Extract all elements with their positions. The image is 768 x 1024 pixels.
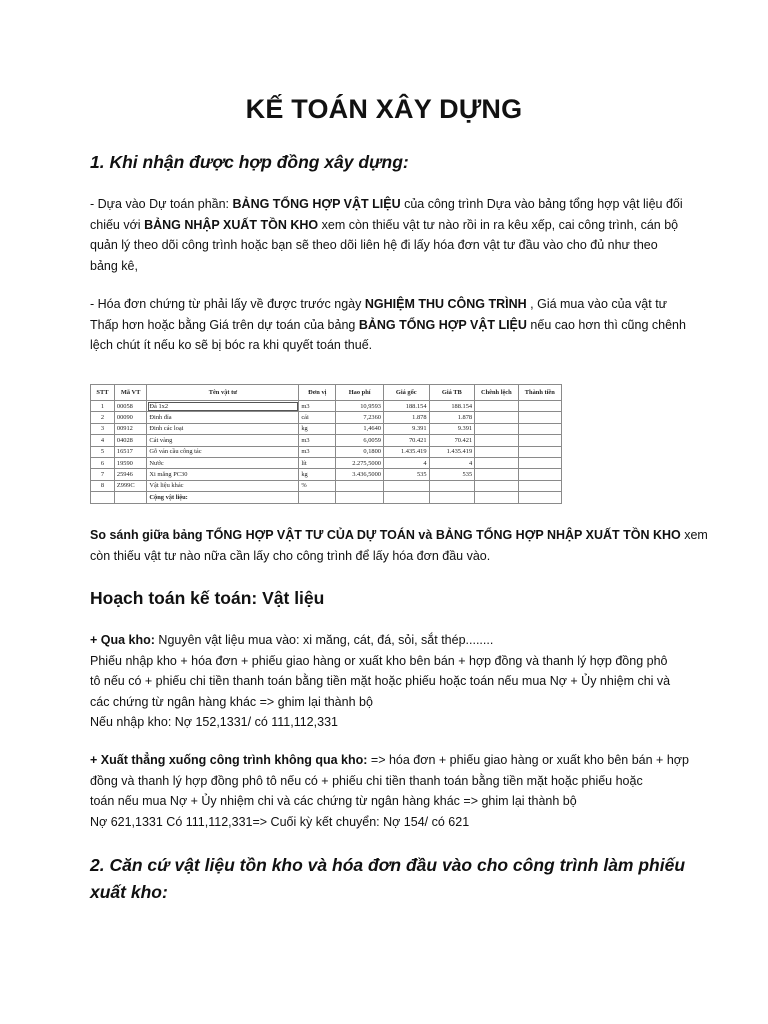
text-run: xem còn thiếu vật tư nào rồi in ra kêu xếp, cai công trình, cán bộ	[318, 217, 679, 232]
section-heading-accounting: Hoạch toán kế toán: Vật liệu	[90, 588, 325, 608]
text-run: - Hóa đơn chứng từ phải lấy về được trước ngày	[90, 297, 365, 311]
materials-table	[90, 384, 562, 504]
text-run: còn thiếu vật tư nào nữa cần lấy cho công trình để lấy hóa đơn đầu vào.	[90, 548, 491, 563]
table-cell: Vật liệu khác	[147, 480, 299, 491]
text-line	[90, 315, 686, 336]
section-heading-warehouse-line1: 2. Căn cứ vật liệu tồn kho và hóa đơn đầu vào cho công trình làm phiếu	[90, 855, 686, 875]
table-cell: 00058	[114, 401, 147, 412]
text-line	[90, 771, 686, 792]
text-line	[90, 546, 686, 567]
table-row	[91, 480, 562, 491]
bold-term: NGHIỆM THU CÔNG TRÌNH	[364, 297, 527, 311]
table-cell: 00912	[114, 423, 147, 434]
text-run: quản lý theo dõi công trình hoặc bạn sẽ theo dõi liên hệ đi lấy hóa đơn vật tư đầu vào cho đủ như theo	[90, 238, 658, 252]
table-cell: 10,9593	[336, 401, 384, 412]
table-cell: 1.878	[383, 412, 429, 423]
table-header-cell: Chênh lệch	[475, 385, 518, 401]
table-cell: kg	[299, 469, 336, 480]
table-row	[91, 423, 562, 434]
text-run: Nợ 621,1331 Có 111,112,331=> Cuối kỳ kết chuyển: Nợ 154/ có 621	[90, 814, 470, 829]
table-cell: m3	[299, 401, 336, 412]
table-cell	[475, 480, 518, 491]
table-header-cell: Tên vật tư	[147, 385, 299, 401]
table-cell: 70.421	[383, 435, 429, 446]
table-cell: 4	[383, 457, 429, 468]
text-run: nếu cao hơn thì cũng chênh	[526, 317, 686, 332]
bold-term: + Xuất thẳng xuống công trình không qua kho:	[90, 753, 368, 767]
bold-term: BẢNG TỔNG HỢP VẬT LIỆU	[232, 197, 401, 211]
table-cell: lít	[299, 457, 336, 468]
table-cell	[518, 457, 561, 468]
text-line	[90, 215, 686, 236]
table-cell: 7,2360	[336, 412, 384, 423]
table-header-cell: Mã VT	[114, 385, 147, 401]
table-header-cell: Hao phí	[336, 385, 384, 401]
text-run: , Giá mua vào của vật tư	[526, 297, 668, 311]
text-line	[90, 256, 686, 277]
table-cell: 00090	[114, 412, 147, 423]
text-line	[90, 525, 708, 546]
text-run: của công trình Dựa vào bảng tổng hợp vật liệu đối	[400, 197, 683, 211]
table-cell	[518, 480, 561, 491]
bold-term: BẢNG NHẬP XUẤT TỒN KHO	[144, 217, 319, 232]
table-cell: 1,4640	[336, 423, 384, 434]
materials-table-image	[90, 384, 562, 501]
text-run: Phiếu nhập kho + hóa đơn + phiếu giao hàng or xuất kho bên bán + hợp đồng và thanh lý hợp đồng phô	[90, 653, 668, 668]
table-cell	[336, 480, 384, 491]
text-run: chiếu với	[90, 217, 145, 232]
table-cell	[475, 423, 518, 434]
text-line	[90, 812, 686, 833]
document-title: KẾ TOÁN XÂY DỰNG	[245, 94, 523, 124]
table-cell: 8	[91, 480, 115, 491]
table-cell	[299, 492, 336, 503]
section-heading-contract: 1. Khi nhận được hợp đồng xây dựng:	[90, 152, 409, 172]
text-line	[90, 671, 686, 692]
table-cell: Đinh đỉa	[147, 412, 299, 423]
table-cell	[518, 446, 561, 457]
table-cell: 16517	[114, 446, 147, 457]
table-cell: 535	[383, 469, 429, 480]
bold-term: So sánh giữa bảng TỔNG HỢP VẬT TƯ CỦA DỰ TOÁN và BẢNG TỔNG HỢP NHẬP XUẤT TỒN KHO	[90, 528, 681, 542]
table-cell: 1	[91, 401, 115, 412]
text-run: các chứng từ ngân hàng khác => ghim lại thành bộ	[90, 694, 373, 709]
paragraph-estimate	[90, 194, 686, 276]
table-header-cell: STT	[91, 385, 115, 401]
table-cell	[518, 435, 561, 446]
table-header-cell: Giá TB	[429, 385, 475, 401]
text-line	[90, 791, 686, 812]
table-cell: 5	[91, 446, 115, 457]
table-cell: Đá 1x2	[147, 401, 299, 412]
text-line	[90, 692, 686, 713]
table-cell	[475, 446, 518, 457]
table-cell: 04028	[114, 435, 147, 446]
table-cell: 1.878	[429, 412, 475, 423]
table-cell: Cát vàng	[147, 435, 299, 446]
text-line	[90, 194, 686, 215]
table-header-cell: Đơn vị	[299, 385, 336, 401]
table-cell: 25946	[114, 469, 147, 480]
table-cell	[336, 492, 384, 503]
table-cell: Z999C	[114, 480, 147, 491]
text-line	[90, 235, 686, 256]
table-cell	[475, 412, 518, 423]
bold-term: + Qua kho:	[90, 633, 155, 647]
table-cell: 188.154	[383, 401, 429, 412]
table-cell: 0,1800	[336, 446, 384, 457]
text-line	[90, 750, 689, 771]
table-cell: 3	[91, 423, 115, 434]
table-cell	[475, 492, 518, 503]
text-line	[90, 335, 686, 356]
table-cell: Nước	[147, 457, 299, 468]
table-cell: 6,0059	[336, 435, 384, 446]
table-cell: Xi măng PC30	[147, 469, 299, 480]
table-cell: m3	[299, 446, 336, 457]
table-cell	[518, 401, 561, 412]
table-cell: 2	[91, 412, 115, 423]
table-cell	[383, 480, 429, 491]
table-cell	[429, 492, 475, 503]
text-run: - Dựa vào Dự toán phần:	[90, 197, 233, 211]
paragraph-compare	[90, 525, 708, 566]
table-header-row	[91, 385, 562, 401]
table-cell: 7	[91, 469, 115, 480]
text-run: Thấp hơn hoặc bằng Giá trên dự toán của bảng	[90, 317, 359, 332]
table-row	[91, 401, 562, 412]
table-cell: 188.154	[429, 401, 475, 412]
table-cell	[518, 423, 561, 434]
text-run: => hóa đơn + phiếu giao hàng or xuất kho bên bán + hợp	[367, 753, 689, 767]
table-row	[91, 457, 562, 468]
table-cell: %	[299, 480, 336, 491]
table-cell: 1.435.419	[429, 446, 475, 457]
text-run: đồng và thanh lý hợp đồng phô tô nếu có + phiếu chi tiền thanh toán bằng tiền mặt hoặc phiếu hoặc	[90, 773, 643, 788]
table-cell: 4	[429, 457, 475, 468]
table-cell	[383, 492, 429, 503]
table-cell	[475, 435, 518, 446]
table-cell: 9.391	[383, 423, 429, 434]
bold-term: BẢNG TỔNG HỢP VẬT LIỆU	[358, 317, 527, 332]
table-header-cell: Giá gốc	[383, 385, 429, 401]
text-run: tô nếu có + phiếu chi tiền thanh toán bằng tiền mặt hoặc phiếu hoặc toán nếu mua Nợ + Ủy nhiệm chi và	[90, 674, 671, 688]
text-line	[90, 294, 686, 315]
table-cell	[475, 457, 518, 468]
text-run: xem	[680, 528, 708, 542]
text-run: toán nếu mua Nợ + Ủy nhiệm chi và các chứng từ ngân hàng khác => ghim lại thành bộ	[90, 794, 577, 808]
paragraph-invoice	[90, 294, 686, 356]
table-cell: 19590	[114, 457, 147, 468]
text-run: Nếu nhập kho: Nợ 152,1331/ có 111,112,331	[90, 715, 338, 729]
table-cell: Gỗ ván cầu công tác	[147, 446, 299, 457]
table-header-cell: Thành tiền	[518, 385, 561, 401]
text-run: lệch chút ít nếu ko sẽ bị bóc ra khi quyết toán thuế.	[90, 338, 373, 352]
table-cell	[91, 492, 115, 503]
table-cell	[518, 469, 561, 480]
table-cell: 9.391	[429, 423, 475, 434]
table-cell	[429, 480, 475, 491]
table-cell: 4	[91, 435, 115, 446]
table-cell: Đinh các loại	[147, 423, 299, 434]
table-cell	[475, 469, 518, 480]
table-row	[91, 446, 562, 457]
table-cell: 6	[91, 457, 115, 468]
table-cell: 70.421	[429, 435, 475, 446]
paragraph-xuat-thang	[90, 750, 689, 832]
text-run: Nguyên vật liệu mua vào: xi măng, cát, đá, sỏi, sắt thép........	[154, 633, 494, 647]
text-run: bảng kê,	[90, 258, 138, 273]
table-cell: kg	[299, 423, 336, 434]
table-cell: 1.435.419	[383, 446, 429, 457]
table-cell: m3	[299, 435, 336, 446]
table-cell: 3.436,5000	[336, 469, 384, 480]
table-cell: 535	[429, 469, 475, 480]
table-cell	[518, 492, 561, 503]
table-row	[91, 412, 562, 423]
table-cell	[475, 401, 518, 412]
text-line	[90, 630, 686, 651]
table-body	[91, 401, 562, 504]
section-heading-warehouse-line2: xuất kho:	[90, 882, 168, 902]
table-cell	[518, 412, 561, 423]
paragraph-qua-kho	[90, 630, 686, 733]
table-cell: 2.275,5000	[336, 457, 384, 468]
text-line	[90, 712, 686, 733]
table-cell	[114, 492, 147, 503]
table-cell: cái	[299, 412, 336, 423]
table-cell: Cộng vật liệu:	[147, 492, 299, 503]
table-row	[91, 492, 562, 503]
table-row	[91, 435, 562, 446]
text-line	[90, 651, 686, 672]
table-row	[91, 469, 562, 480]
